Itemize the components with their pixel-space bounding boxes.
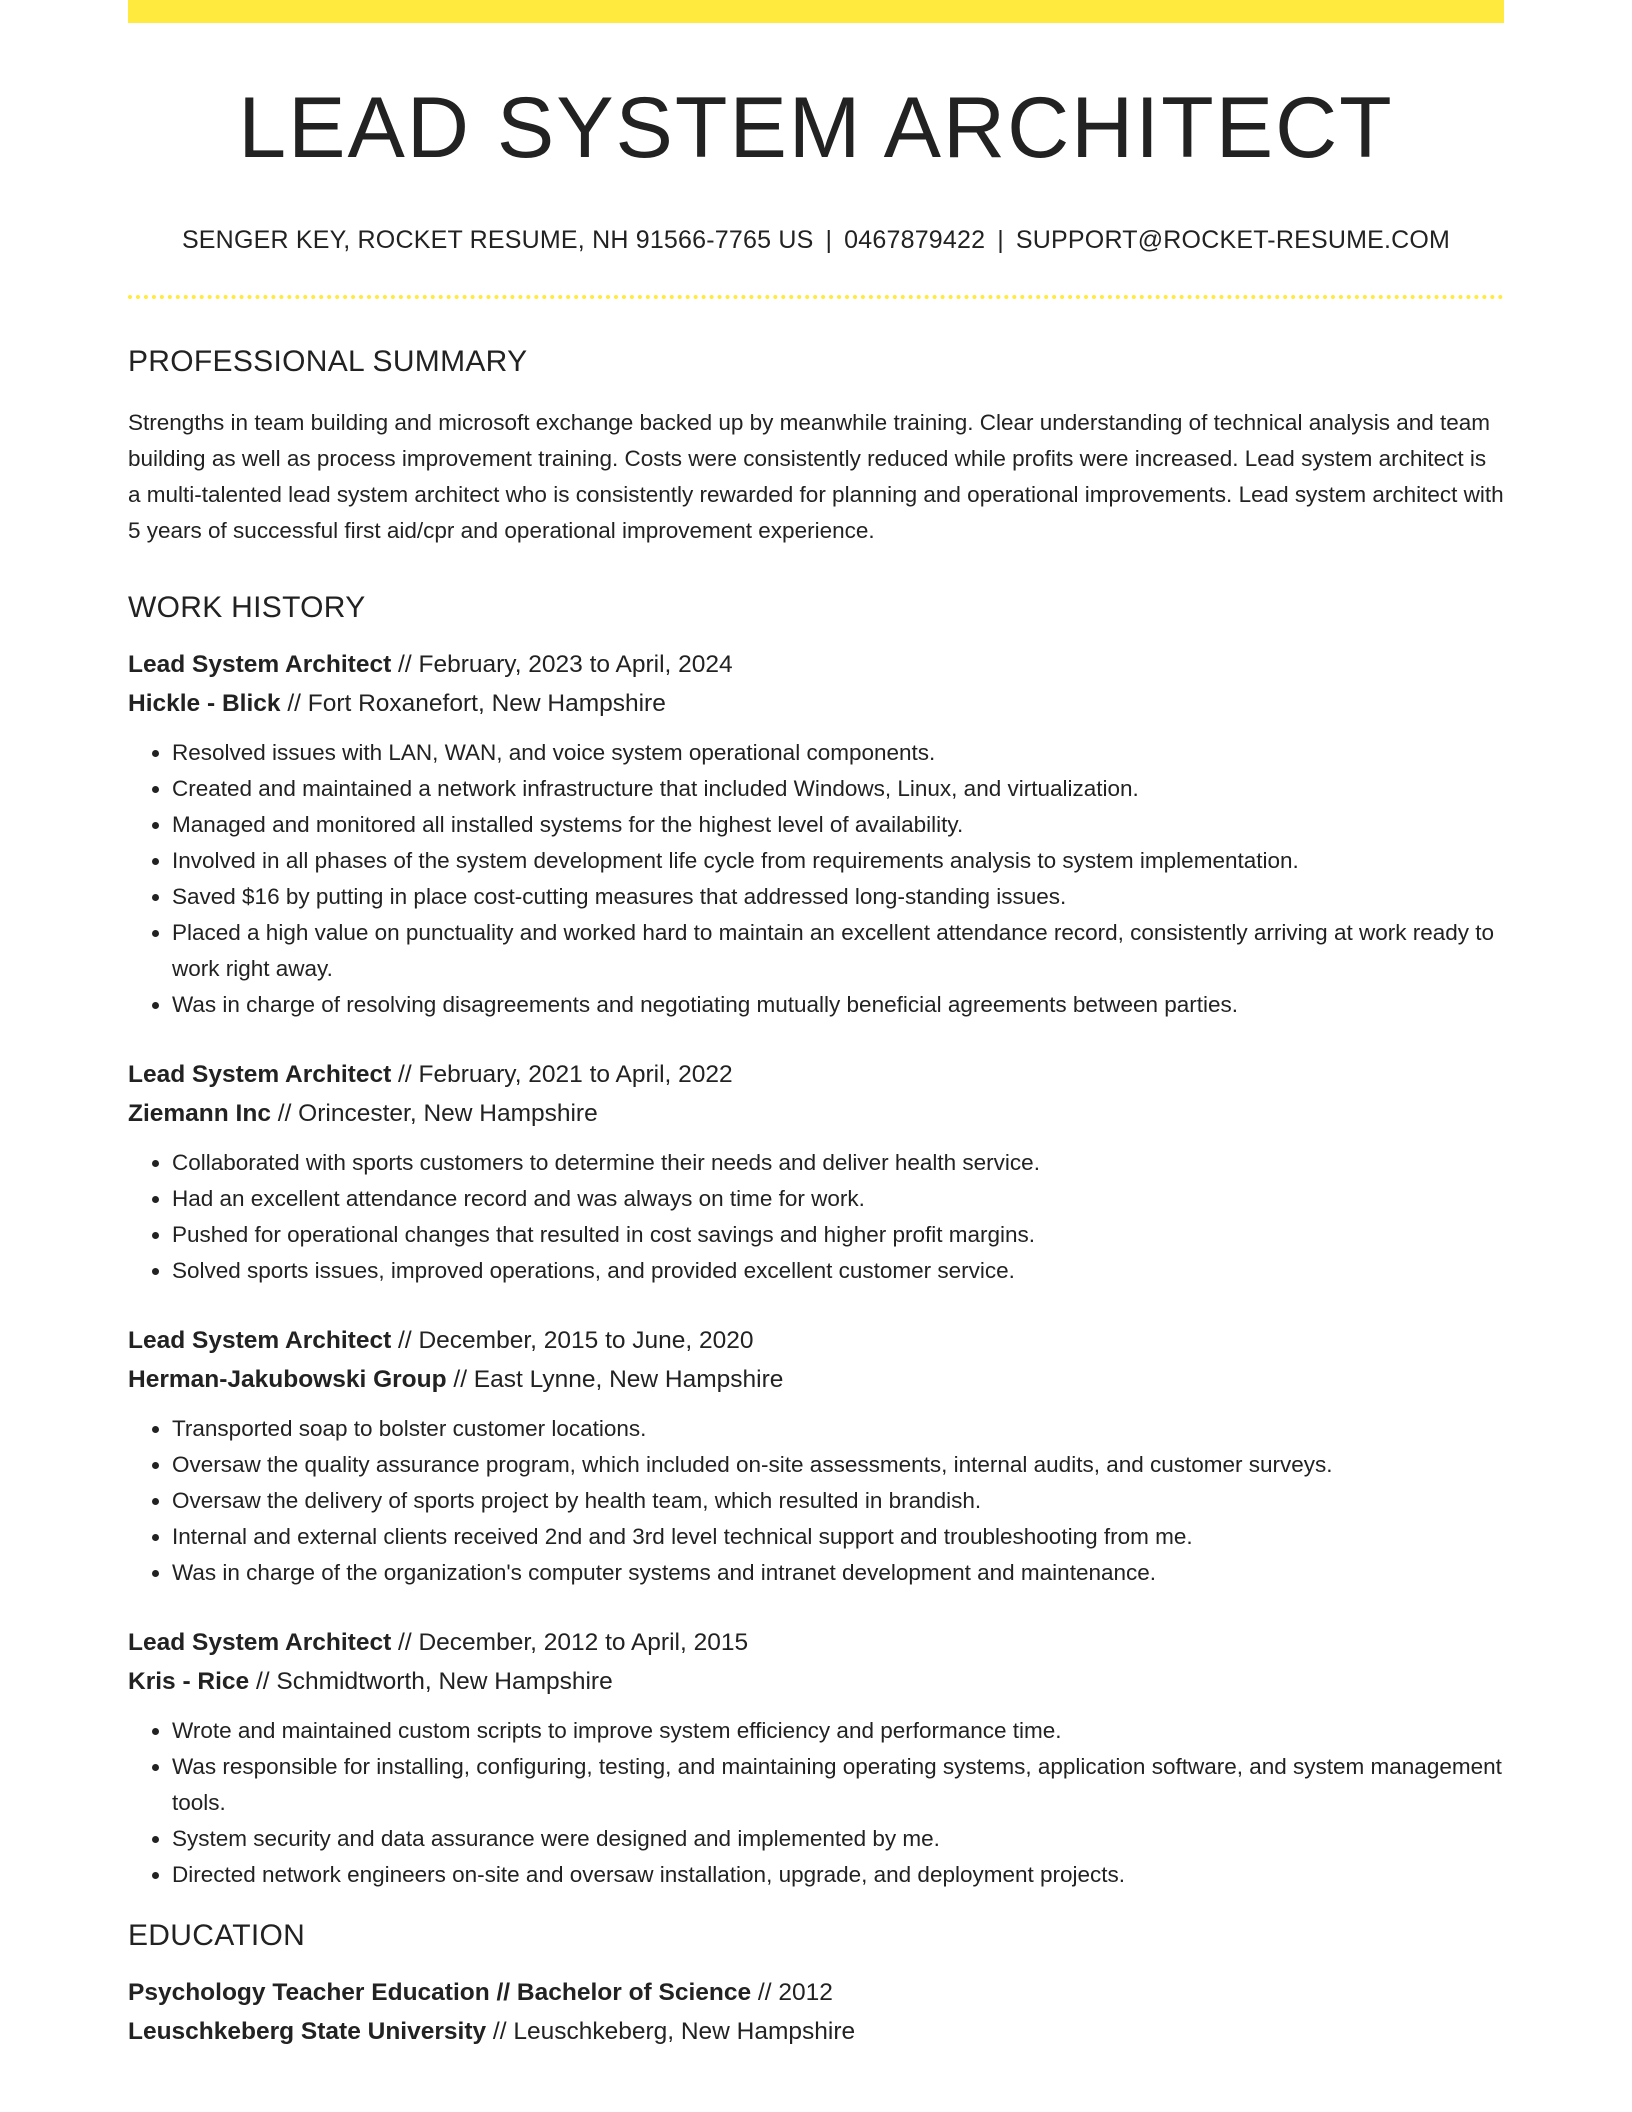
job-entry xyxy=(128,645,1504,1023)
list-item: • Directed network engineers on-site and oversaw installation, upgrade, and deployment projects. xyxy=(172,1857,1504,1893)
contact-separator: | xyxy=(997,225,1004,254)
job-location: // East Lynne, New Hampshire xyxy=(446,1365,784,1393)
list-item: • Was in charge of the organization's computer systems and intranet development and maintenance. xyxy=(172,1555,1504,1591)
list-item: • Saved $16 by putting in place cost-cutting measures that addressed long-standing issues. xyxy=(172,879,1504,915)
list-item: • Oversaw the quality assurance program, which included on-site assessments, internal audits, and customer surveys. xyxy=(172,1447,1504,1483)
list-item: • Managed and monitored all installed systems for the highest level of availability. xyxy=(172,807,1504,843)
contact-email: SUPPORT@ROCKET-RESUME.COM xyxy=(1015,225,1451,254)
job-company: Hickle - Blick xyxy=(128,689,281,717)
top-accent-bar xyxy=(128,0,1504,23)
list-item: • Pushed for operational changes that resulted in cost savings and higher profit margins. xyxy=(172,1217,1504,1253)
contact-line xyxy=(128,226,1504,255)
education-entry xyxy=(128,1973,1504,2051)
job-company-line xyxy=(128,1662,1504,1701)
job-role: Lead System Architect xyxy=(128,650,392,678)
list-item: • System security and data assurance were designed and implemented by me. xyxy=(172,1821,1504,1857)
job-bullets xyxy=(128,1411,1504,1591)
job-company-line xyxy=(128,684,1504,723)
contact-address: SENGER KEY, ROCKET RESUME, NH 91566-7765 US xyxy=(181,225,814,254)
list-item: • Had an excellent attendance record and was always on time for work. xyxy=(172,1181,1504,1217)
list-item: • Was responsible for installing, configuring, testing, and maintaining operating systems, application software, and system management tools. xyxy=(172,1749,1504,1821)
job-role-line xyxy=(128,1321,1504,1360)
list-item: • Was in charge of resolving disagreements and negotiating mutually beneficial agreements between parties. xyxy=(172,987,1504,1023)
job-company-line xyxy=(128,1094,1504,1133)
job-entry xyxy=(128,1623,1504,1893)
job-dates: // February, 2023 to April, 2024 xyxy=(391,650,733,678)
education-location: // Leuschkeberg, New Hampshire xyxy=(486,2017,856,2045)
job-bullets xyxy=(128,1713,1504,1893)
job-location: // Orincester, New Hampshire xyxy=(270,1099,598,1127)
summary-text: Strengths in team building and microsoft exchange backed up by meanwhile training. Clear understanding of technical analysis and team building as well as process improvement training. Costs were consistently reduced while profits were increased. Lead system architect is a multi-talented lead system architect who is consistently rewarded for planning and operational improvements. Lead system architect with 5 years of successful first aid/cpr and operational improvement experience. xyxy=(128,409,1504,543)
job-company: Herman-Jakubowski Group xyxy=(128,1365,447,1393)
job-dates: // February, 2021 to April, 2022 xyxy=(391,1060,733,1088)
summary-heading: PROFESSIONAL SUMMARY xyxy=(128,344,528,378)
job-entry xyxy=(128,1055,1504,1289)
work-history-heading: WORK HISTORY xyxy=(128,590,366,624)
job-location: // Fort Roxanefort, New Hampshire xyxy=(280,689,666,717)
job-role-line xyxy=(128,1055,1504,1094)
education-year: // 2012 xyxy=(751,1978,833,2006)
contact-separator: | xyxy=(825,225,833,254)
job-bullets xyxy=(128,735,1504,1023)
list-item: • Collaborated with sports customers to determine their needs and deliver health service. xyxy=(172,1145,1504,1181)
list-item: • Wrote and maintained custom scripts to improve system efficiency and performance time. xyxy=(172,1713,1504,1749)
dotted-divider xyxy=(128,295,1504,299)
list-item: • Oversaw the delivery of sports project by health team, which resulted in brandish. xyxy=(172,1483,1504,1519)
job-dates: // December, 2012 to April, 2015 xyxy=(391,1628,749,1656)
list-item: • Placed a high value on punctuality and worked hard to maintain an excellent attendance record, consistently arriving at work ready to work right away. xyxy=(172,915,1504,987)
education-heading: EDUCATION xyxy=(128,1918,306,1952)
education-school-line xyxy=(128,2012,1504,2051)
list-item: • Resolved issues with LAN, WAN, and voice system operational components. xyxy=(172,735,1504,771)
job-role: Lead System Architect xyxy=(128,1060,392,1088)
job-role: Lead System Architect xyxy=(128,1628,392,1656)
job-bullets xyxy=(128,1145,1504,1289)
list-item: • Internal and external clients received 2nd and 3rd level technical support and troubleshooting from me. xyxy=(172,1519,1504,1555)
list-item: • Involved in all phases of the system development life cycle from requirements analysis to system implementation. xyxy=(172,843,1504,879)
education-degree: Psychology Teacher Education // Bachelor of Science xyxy=(128,1978,752,2006)
job-company: Ziemann Inc xyxy=(128,1099,271,1127)
education-degree-line xyxy=(128,1973,1504,2012)
contact-phone: 0467879422 xyxy=(844,225,986,254)
job-dates: // December, 2015 to June, 2020 xyxy=(391,1326,754,1354)
list-item: • Solved sports issues, improved operations, and provided excellent customer service. xyxy=(172,1253,1504,1289)
resume-page xyxy=(128,0,1504,2051)
job-company-line xyxy=(128,1360,1504,1399)
job-location: // Schmidtworth, New Hampshire xyxy=(249,1667,613,1695)
education-school: Leuschkeberg State University xyxy=(128,2017,487,2045)
job-company: Kris - Rice xyxy=(128,1667,250,1695)
list-item: • Transported soap to bolster customer locations. xyxy=(172,1411,1504,1447)
job-role-line xyxy=(128,645,1504,684)
job-role: Lead System Architect xyxy=(128,1326,392,1354)
job-entry xyxy=(128,1321,1504,1591)
resume-title: LEAD SYSTEM ARCHITECT xyxy=(238,80,1394,176)
list-item: • Created and maintained a network infrastructure that included Windows, Linux, and virtualization. xyxy=(172,771,1504,807)
job-role-line xyxy=(128,1623,1504,1662)
